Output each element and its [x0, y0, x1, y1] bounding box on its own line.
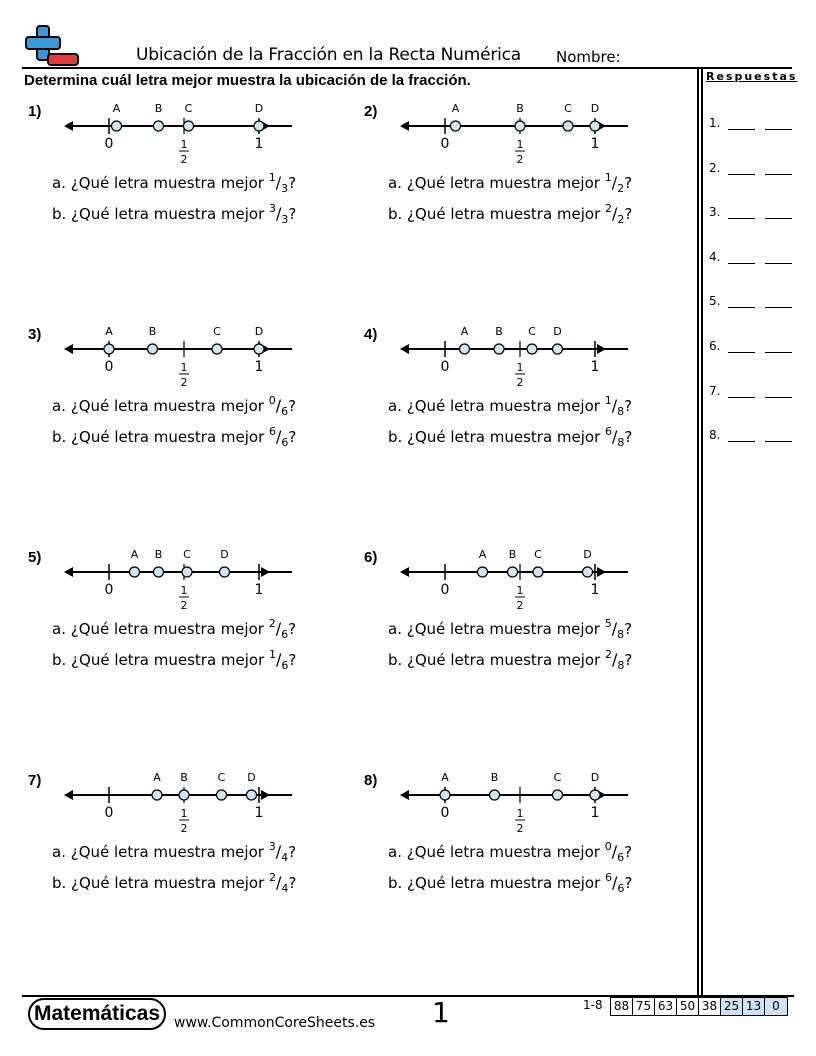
question-text: a. ¿Qué letra muestra mejor: [52, 843, 269, 861]
problem-1: [28, 103, 348, 253]
answer-line[interactable]: [709, 428, 720, 442]
question-mark: ?: [624, 651, 633, 669]
score-cell: 75: [633, 998, 655, 1015]
answer-number: 2.: [709, 160, 721, 175]
tick-label-one: 1: [590, 136, 600, 152]
fraction-slash: /: [276, 427, 282, 446]
point-label-a: A: [105, 325, 113, 338]
number-line: [398, 541, 608, 621]
answer-blank[interactable]: [765, 441, 792, 442]
fraction-numerator: 2: [605, 648, 613, 661]
fraction-denominator: 6: [281, 628, 289, 641]
fraction-slash: /: [611, 173, 618, 192]
point-d: [254, 121, 264, 131]
tick-label-half-denominator: 2: [516, 599, 524, 612]
fraction-denominator: 3: [281, 182, 289, 195]
tick-label-zero: 0: [104, 805, 114, 821]
fraction-numerator: 0: [604, 840, 612, 853]
question-mark: ?: [288, 651, 297, 669]
question-text: a. ¿Qué letra muestra mejor: [52, 620, 269, 638]
point-d: [254, 344, 264, 354]
point-b: [179, 790, 189, 800]
fraction-slash: /: [612, 427, 618, 446]
number-line: [62, 95, 272, 175]
arrow-left-icon: [400, 790, 409, 800]
point-label-b: B: [490, 771, 499, 784]
answer-blank[interactable]: [728, 352, 755, 353]
answer-line[interactable]: [709, 384, 720, 398]
problem-2: [364, 103, 684, 253]
answer-line[interactable]: [709, 205, 720, 219]
tick-label-zero: 0: [440, 582, 450, 598]
question-mark: ?: [624, 843, 633, 861]
question-a: [388, 617, 633, 641]
question-mark: ?: [624, 397, 633, 415]
number-line: [398, 764, 608, 844]
point-d: [590, 790, 600, 800]
point-label-d: D: [254, 325, 264, 338]
problem-number: 2): [364, 103, 378, 120]
number-line: [62, 764, 272, 844]
answer-blank[interactable]: [728, 441, 755, 442]
tick-label-half-denominator: 2: [516, 153, 524, 166]
score-cell: 25: [721, 998, 743, 1015]
tick-label-zero: 0: [440, 359, 450, 375]
point-a: [104, 344, 114, 354]
top-rule: [22, 67, 792, 69]
point-a: [440, 790, 450, 800]
tick-label-half-denominator: 2: [180, 599, 188, 612]
question-text: a. ¿Qué letra muestra mejor: [388, 397, 605, 415]
point-label-a: A: [441, 771, 449, 784]
tick-label-one: 1: [590, 805, 600, 821]
fraction-denominator: 2: [617, 213, 625, 226]
point-c: [553, 790, 563, 800]
question-text: b. ¿Qué letra muestra mejor: [52, 205, 270, 223]
answers-heading: Respuestas: [706, 70, 798, 83]
point-label-c: C: [534, 548, 542, 561]
answer-blank[interactable]: [765, 352, 792, 353]
page-title: Ubicación de la Fracción en la Recta Numérica: [136, 45, 522, 65]
question-mark: ?: [624, 174, 633, 192]
tick-label-half-denominator: 2: [180, 153, 188, 166]
fraction-slash: /: [275, 619, 282, 638]
answer-blank[interactable]: [728, 397, 755, 398]
point-label-c: C: [183, 548, 191, 561]
tick-label-zero: 0: [440, 136, 450, 152]
fraction-slash: /: [611, 842, 618, 861]
arrow-right-icon: [597, 344, 606, 354]
question-mark: ?: [624, 205, 633, 223]
fraction-numerator: 3: [268, 840, 276, 853]
question-mark: ?: [624, 428, 633, 446]
tick-label-half-denominator: 2: [516, 376, 524, 389]
arrow-right-icon: [597, 567, 606, 577]
answer-blank[interactable]: [765, 263, 792, 264]
fraction-numerator: 6: [605, 425, 613, 438]
tick-label-half-numerator: 1: [180, 361, 188, 374]
problem-number: 5): [28, 549, 42, 566]
arrow-left-icon: [64, 567, 73, 577]
point-label-b: B: [516, 102, 524, 115]
fraction-slash: /: [275, 173, 282, 192]
point-b: [490, 790, 500, 800]
fraction-numerator: 3: [269, 202, 277, 215]
fraction-slash: /: [612, 650, 618, 669]
answer-blank[interactable]: [765, 129, 792, 130]
answer-blank[interactable]: [728, 174, 755, 175]
point-a: [130, 567, 140, 577]
score-range: 1-8: [583, 998, 603, 1012]
point-label-b: B: [148, 325, 157, 338]
fraction-numerator: 1: [604, 394, 612, 407]
tick-label-one: 1: [254, 582, 264, 598]
point-b: [494, 344, 504, 354]
page-number: 1: [432, 996, 450, 1029]
score-cell: 38: [699, 998, 721, 1015]
score-cell: 50: [677, 998, 699, 1015]
question-b: [52, 871, 297, 895]
point-a: [152, 790, 162, 800]
question-mark: ?: [288, 174, 297, 192]
point-b: [148, 344, 158, 354]
point-label-b: B: [495, 325, 503, 338]
point-a: [451, 121, 461, 131]
tick-label-zero: 0: [440, 805, 450, 821]
fraction-slash: /: [275, 396, 282, 415]
tick-label-half-numerator: 1: [516, 807, 524, 820]
tick-label-half-denominator: 2: [180, 376, 188, 389]
answer-number: 3.: [709, 205, 721, 220]
point-d: [247, 790, 257, 800]
point-a: [478, 567, 488, 577]
question-a: [388, 840, 633, 864]
fraction-slash: /: [612, 204, 618, 223]
tick-label-half-denominator: 2: [180, 822, 188, 835]
point-label-b: B: [180, 771, 188, 784]
fraction-denominator: 6: [281, 436, 289, 449]
point-c: [563, 121, 573, 131]
question-a: [52, 840, 297, 864]
problem-number: 6): [364, 549, 378, 566]
question-text: b. ¿Qué letra muestra mejor: [52, 651, 270, 669]
fraction-slash: /: [612, 873, 618, 892]
question-text: a. ¿Qué letra muestra mejor: [388, 843, 605, 861]
point-label-c: C: [553, 771, 562, 784]
answer-line[interactable]: [709, 339, 720, 353]
tick-label-one: 1: [254, 805, 264, 821]
question-text: b. ¿Qué letra muestra mejor: [388, 874, 606, 892]
question-b: [388, 871, 633, 895]
question-b: [388, 202, 633, 226]
fraction-numerator: 2: [269, 871, 277, 884]
point-label-d: D: [254, 102, 264, 115]
number-line: [62, 541, 272, 621]
point-label-a: A: [478, 548, 487, 561]
problem-number: 1): [28, 103, 42, 120]
fraction-denominator: 6: [281, 405, 289, 418]
arrow-right-icon: [261, 790, 270, 800]
fraction-slash: /: [276, 650, 282, 669]
point-label-d: D: [247, 771, 256, 784]
point-c: [182, 567, 192, 577]
question-text: b. ¿Qué letra muestra mejor: [388, 428, 606, 446]
column-divider-right: [701, 67, 703, 996]
question-mark: ?: [288, 874, 297, 892]
question-a: [388, 394, 633, 418]
answer-number: 1.: [709, 116, 721, 130]
column-divider-left: [697, 67, 699, 996]
fraction-denominator: 8: [617, 628, 625, 641]
number-line: [398, 95, 608, 175]
answer-number: 5.: [709, 294, 721, 309]
question-mark: ?: [288, 397, 297, 415]
tick-label-half-numerator: 1: [516, 138, 524, 151]
answer-line[interactable]: [709, 116, 720, 130]
fraction-slash: /: [275, 842, 282, 861]
tick-label-one: 1: [590, 359, 600, 375]
fraction-numerator: 6: [605, 871, 613, 884]
fraction-numerator: 2: [605, 202, 613, 215]
problem-5: [28, 549, 348, 699]
point-label-d: D: [553, 325, 562, 338]
score-cell: 63: [655, 998, 677, 1015]
fraction-denominator: 8: [617, 405, 625, 418]
score-cell: 0: [765, 998, 787, 1015]
question-b: [388, 648, 633, 672]
question-mark: ?: [288, 620, 297, 638]
fraction-denominator: 8: [617, 436, 625, 449]
fraction-denominator: 3: [281, 213, 289, 226]
point-c: [212, 344, 222, 354]
tick-label-one: 1: [590, 582, 600, 598]
point-d: [553, 344, 563, 354]
score-table: [610, 997, 788, 1016]
point-label-b: B: [154, 102, 163, 115]
point-label-a: A: [153, 771, 161, 784]
problem-number: 3): [28, 326, 42, 343]
point-label-d: D: [220, 548, 229, 561]
fraction-denominator: 6: [281, 659, 289, 672]
point-label-a: A: [112, 102, 121, 115]
arrow-left-icon: [64, 121, 73, 131]
point-a: [460, 344, 470, 354]
question-text: a. ¿Qué letra muestra mejor: [52, 397, 269, 415]
point-label-c: C: [564, 102, 572, 115]
point-label-d: D: [590, 771, 600, 784]
answer-blank[interactable]: [765, 307, 792, 308]
arrow-right-icon: [261, 567, 270, 577]
question-a: [52, 171, 297, 195]
point-d: [590, 121, 600, 131]
fraction-denominator: 4: [281, 882, 289, 895]
question-b: [388, 425, 633, 449]
fraction-denominator: 6: [617, 851, 625, 864]
arrow-left-icon: [400, 121, 409, 131]
fraction-denominator: 2: [617, 182, 625, 195]
question-mark: ?: [624, 874, 633, 892]
point-d: [220, 567, 230, 577]
point-label-d: D: [583, 548, 592, 561]
arrow-left-icon: [64, 344, 73, 354]
answer-line[interactable]: [709, 294, 720, 308]
answer-line[interactable]: [709, 250, 720, 264]
point-c: [533, 567, 543, 577]
point-label-c: C: [184, 102, 193, 115]
site-url: www.CommonCoreSheets.es: [174, 1015, 376, 1031]
tick-label-zero: 0: [104, 582, 114, 598]
problem-6: [364, 549, 684, 699]
tick-label-half-numerator: 1: [516, 361, 524, 374]
fraction-slash: /: [611, 619, 618, 638]
question-mark: ?: [288, 205, 297, 223]
answer-blank[interactable]: [765, 218, 792, 219]
point-label-c: C: [213, 325, 221, 338]
point-label-c: C: [528, 325, 536, 338]
point-b: [515, 121, 525, 131]
answer-number: 8.: [709, 428, 721, 443]
question-mark: ?: [288, 843, 297, 861]
fraction-slash: /: [611, 396, 618, 415]
answer-blank[interactable]: [728, 218, 755, 219]
brand-badge: Matemáticas: [28, 998, 166, 1030]
problem-number: 8): [364, 772, 378, 789]
instructions: Determina cuál letra mejor muestra la ubicación de la fracción.: [24, 72, 471, 89]
answer-blank[interactable]: [765, 174, 792, 175]
answer-line[interactable]: [709, 161, 720, 175]
question-mark: ?: [624, 620, 633, 638]
question-b: [52, 648, 297, 672]
question-mark: ?: [288, 428, 297, 446]
point-label-d: D: [590, 102, 600, 115]
point-b: [154, 121, 164, 131]
problem-7: [28, 772, 348, 922]
logo-icon: [22, 24, 80, 68]
fraction-numerator: 1: [269, 648, 277, 661]
fraction-numerator: 2: [268, 617, 276, 630]
point-label-b: B: [154, 548, 163, 561]
answer-number: 4.: [709, 249, 721, 264]
answer-blank[interactable]: [728, 307, 755, 308]
tick-label-half-numerator: 1: [180, 584, 188, 597]
fraction-denominator: 6: [617, 882, 625, 895]
question-a: [52, 394, 297, 418]
question-b: [52, 425, 297, 449]
point-label-a: A: [451, 102, 460, 115]
question-a: [388, 171, 633, 195]
point-label-b: B: [508, 548, 517, 561]
score-cell: 13: [743, 998, 765, 1015]
answer-blank[interactable]: [728, 263, 755, 264]
point-label-a: A: [460, 325, 469, 338]
fraction-denominator: 8: [617, 659, 625, 672]
tick-label-one: 1: [254, 359, 264, 375]
score-cell: 88: [611, 998, 633, 1015]
fraction-numerator: 0: [268, 394, 276, 407]
fraction-slash: /: [276, 873, 282, 892]
point-label-c: C: [217, 771, 226, 784]
question-text: b. ¿Qué letra muestra mejor: [52, 874, 270, 892]
point-c: [527, 344, 537, 354]
fraction-numerator: 5: [604, 617, 612, 630]
point-a: [112, 121, 122, 131]
problem-number: 4): [364, 326, 378, 343]
arrow-left-icon: [400, 344, 409, 354]
answer-number: 7.: [709, 383, 721, 398]
tick-label-half-denominator: 2: [516, 822, 524, 835]
question-text: a. ¿Qué letra muestra mejor: [52, 174, 269, 192]
problem-8: [364, 772, 684, 922]
question-text: b. ¿Qué letra muestra mejor: [52, 428, 270, 446]
tick-label-half-numerator: 1: [180, 138, 188, 151]
fraction-numerator: 1: [604, 171, 612, 184]
answer-number: 6.: [709, 339, 721, 353]
problem-number: 7): [28, 772, 42, 789]
fraction-numerator: 1: [268, 171, 276, 184]
problem-3: [28, 326, 348, 476]
point-b: [154, 567, 164, 577]
problem-4: [364, 326, 684, 476]
point-d: [583, 567, 593, 577]
tick-label-half-numerator: 1: [180, 807, 188, 820]
tick-label-half-numerator: 1: [516, 584, 524, 597]
answer-blank[interactable]: [765, 397, 792, 398]
number-line: [398, 318, 608, 398]
answer-blank[interactable]: [728, 129, 755, 130]
question-a: [52, 617, 297, 641]
fraction-slash: /: [276, 204, 282, 223]
question-text: b. ¿Qué letra muestra mejor: [388, 205, 606, 223]
fraction-denominator: 4: [281, 851, 289, 864]
point-b: [508, 567, 518, 577]
tick-label-zero: 0: [104, 136, 114, 152]
point-c: [217, 790, 227, 800]
question-text: a. ¿Qué letra muestra mejor: [388, 174, 605, 192]
question-b: [52, 202, 297, 226]
tick-label-one: 1: [254, 136, 264, 152]
point-c: [184, 121, 194, 131]
question-text: a. ¿Qué letra muestra mejor: [388, 620, 605, 638]
tick-label-zero: 0: [104, 359, 114, 375]
arrow-left-icon: [64, 790, 73, 800]
fraction-numerator: 6: [269, 425, 277, 438]
point-label-a: A: [130, 548, 139, 561]
number-line: [62, 318, 272, 398]
arrow-left-icon: [400, 567, 409, 577]
question-text: b. ¿Qué letra muestra mejor: [388, 651, 606, 669]
name-label: Nombre:: [556, 48, 621, 66]
